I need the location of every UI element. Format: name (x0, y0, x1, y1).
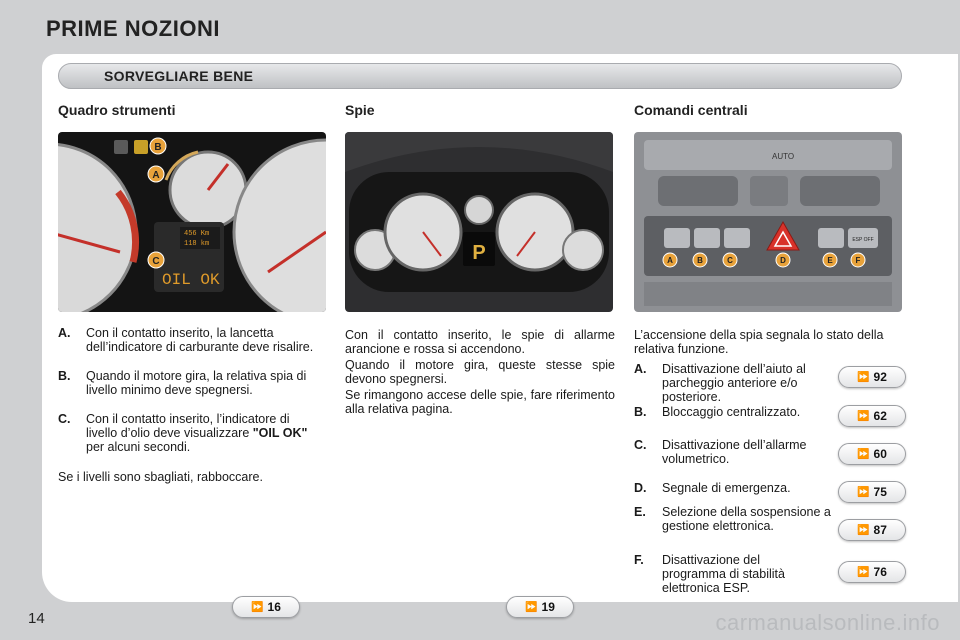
marker-a: A (152, 170, 160, 181)
item-letter: A. (58, 326, 71, 340)
item-text: Con il contatto inserito, l’indicatore di livello d’olio deve visualizzare "OIL OK" per alcuni secondi. (86, 412, 308, 454)
esp-off-label: ESP OFF (852, 237, 874, 243)
fast-forward-icon: ⏩ (857, 410, 870, 422)
item-letter: D. (634, 481, 647, 495)
page-ref-button-92[interactable]: ⏩ 92 (838, 366, 906, 388)
list-item-d-right (634, 481, 844, 497)
list-item-f-right (634, 553, 844, 595)
auto-label: AUTO (772, 152, 795, 161)
list-item-e-right (634, 505, 844, 547)
oil-ok-label: "OIL OK" (252, 426, 308, 440)
fast-forward-icon: ⏩ (525, 601, 538, 613)
oil-ok-display: OIL OK (162, 271, 220, 289)
heading-quadro-strumenti: Quadro strumenti (58, 102, 176, 118)
svg-text:A: A (667, 256, 673, 265)
item-text: Con il contatto inserito, la lancetta dell’indicatore di carburante deve risalire. (86, 326, 314, 354)
page-ref-button-76[interactable]: ⏩ 76 (838, 561, 906, 583)
page-number: 14 (28, 610, 45, 627)
marker-b: B (154, 142, 162, 153)
page-ref-button-60[interactable]: ⏩ 60 (838, 443, 906, 465)
page-ref-button-16[interactable]: ⏩ 16 (232, 596, 300, 618)
gear-indicator: P (472, 242, 486, 264)
list-item-c-right (634, 438, 844, 468)
item-letter: A. (634, 362, 647, 376)
instrument-cluster-photo (58, 132, 326, 312)
list-item-a-left (58, 326, 328, 368)
page-ref-button-87[interactable]: ⏩ 87 (838, 519, 906, 541)
item-letter: C. (634, 438, 647, 452)
item-text: Selezione della sospensione a gestione elettronica. (662, 505, 831, 533)
spie-paragraph-2: Quando il motore gira, queste stesse spie devono spegnersi. (345, 358, 615, 386)
item-text: Disattivazione dell’aiuto al parcheggio anteriore e/o posteriore. (662, 362, 806, 404)
left-footer-note: Se i livelli sono sbagliati, rabboccare. (58, 470, 263, 484)
item-letter: B. (634, 405, 647, 419)
heading-comandi-centrali: Comandi centrali (634, 102, 748, 118)
item-text: Segnale di emergenza. (662, 481, 791, 495)
item-letter: C. (58, 412, 71, 426)
page-ref-button-62[interactable]: ⏩ 62 (838, 405, 906, 427)
spie-paragraph-3: Se rimangono accese delle spie, fare riferimento alla relativa pagina. (345, 388, 615, 416)
fast-forward-icon: ⏩ (857, 566, 870, 578)
item-letter: F. (634, 553, 644, 567)
item-text: Bloccaggio centralizzato. (662, 405, 801, 419)
svg-text:F: F (855, 256, 861, 265)
item-letter: E. (634, 505, 646, 519)
marker-c: C (152, 256, 160, 267)
heading-spie: Spie (345, 102, 375, 118)
page-ref-button-19[interactable]: ⏩ 19 (506, 596, 574, 618)
list-item-c-left (58, 412, 328, 454)
svg-text:E: E (827, 256, 833, 265)
page-ref-button-75[interactable]: ⏩ 75 (838, 481, 906, 503)
svg-text:C: C (727, 256, 733, 265)
fast-forward-icon: ⏩ (857, 448, 870, 460)
svg-text:B: B (697, 256, 703, 265)
comandi-intro: L’accensione della spia segnala lo stato della relativa funzione. (634, 328, 884, 356)
page-title: PRIME NOZIONI (46, 16, 220, 41)
list-item-a-right (634, 362, 834, 404)
dashboard-photo (345, 132, 613, 312)
section-title: SORVEGLIARE BENE (104, 68, 254, 84)
item-text: Disattivazione dell’allarme volumetrico. (662, 438, 807, 466)
spie-paragraph-1: Con il contatto inserito, le spie di allarme arancione e rossa si accendono. (345, 328, 615, 356)
item-text: Disattivazione del programma di stabilità elettronica ESP. (662, 553, 785, 595)
fast-forward-icon: ⏩ (857, 486, 870, 498)
trip-display: 118 km (184, 240, 210, 248)
list-item-b-right (634, 405, 844, 425)
fast-forward-icon: ⏩ (857, 371, 870, 383)
svg-text:D: D (780, 256, 786, 265)
item-letter: B. (58, 369, 71, 383)
center-console-photo (634, 132, 902, 312)
fast-forward-icon: ⏩ (251, 601, 264, 613)
odometer-display: 456 Km (184, 230, 210, 238)
item-text: Quando il motore gira, la relativa spia di livello minimo deve spegnersi. (86, 369, 307, 397)
list-item-b-left (58, 369, 328, 411)
fast-forward-icon: ⏩ (857, 524, 870, 536)
watermark: carmanualsonline.info (715, 610, 940, 635)
